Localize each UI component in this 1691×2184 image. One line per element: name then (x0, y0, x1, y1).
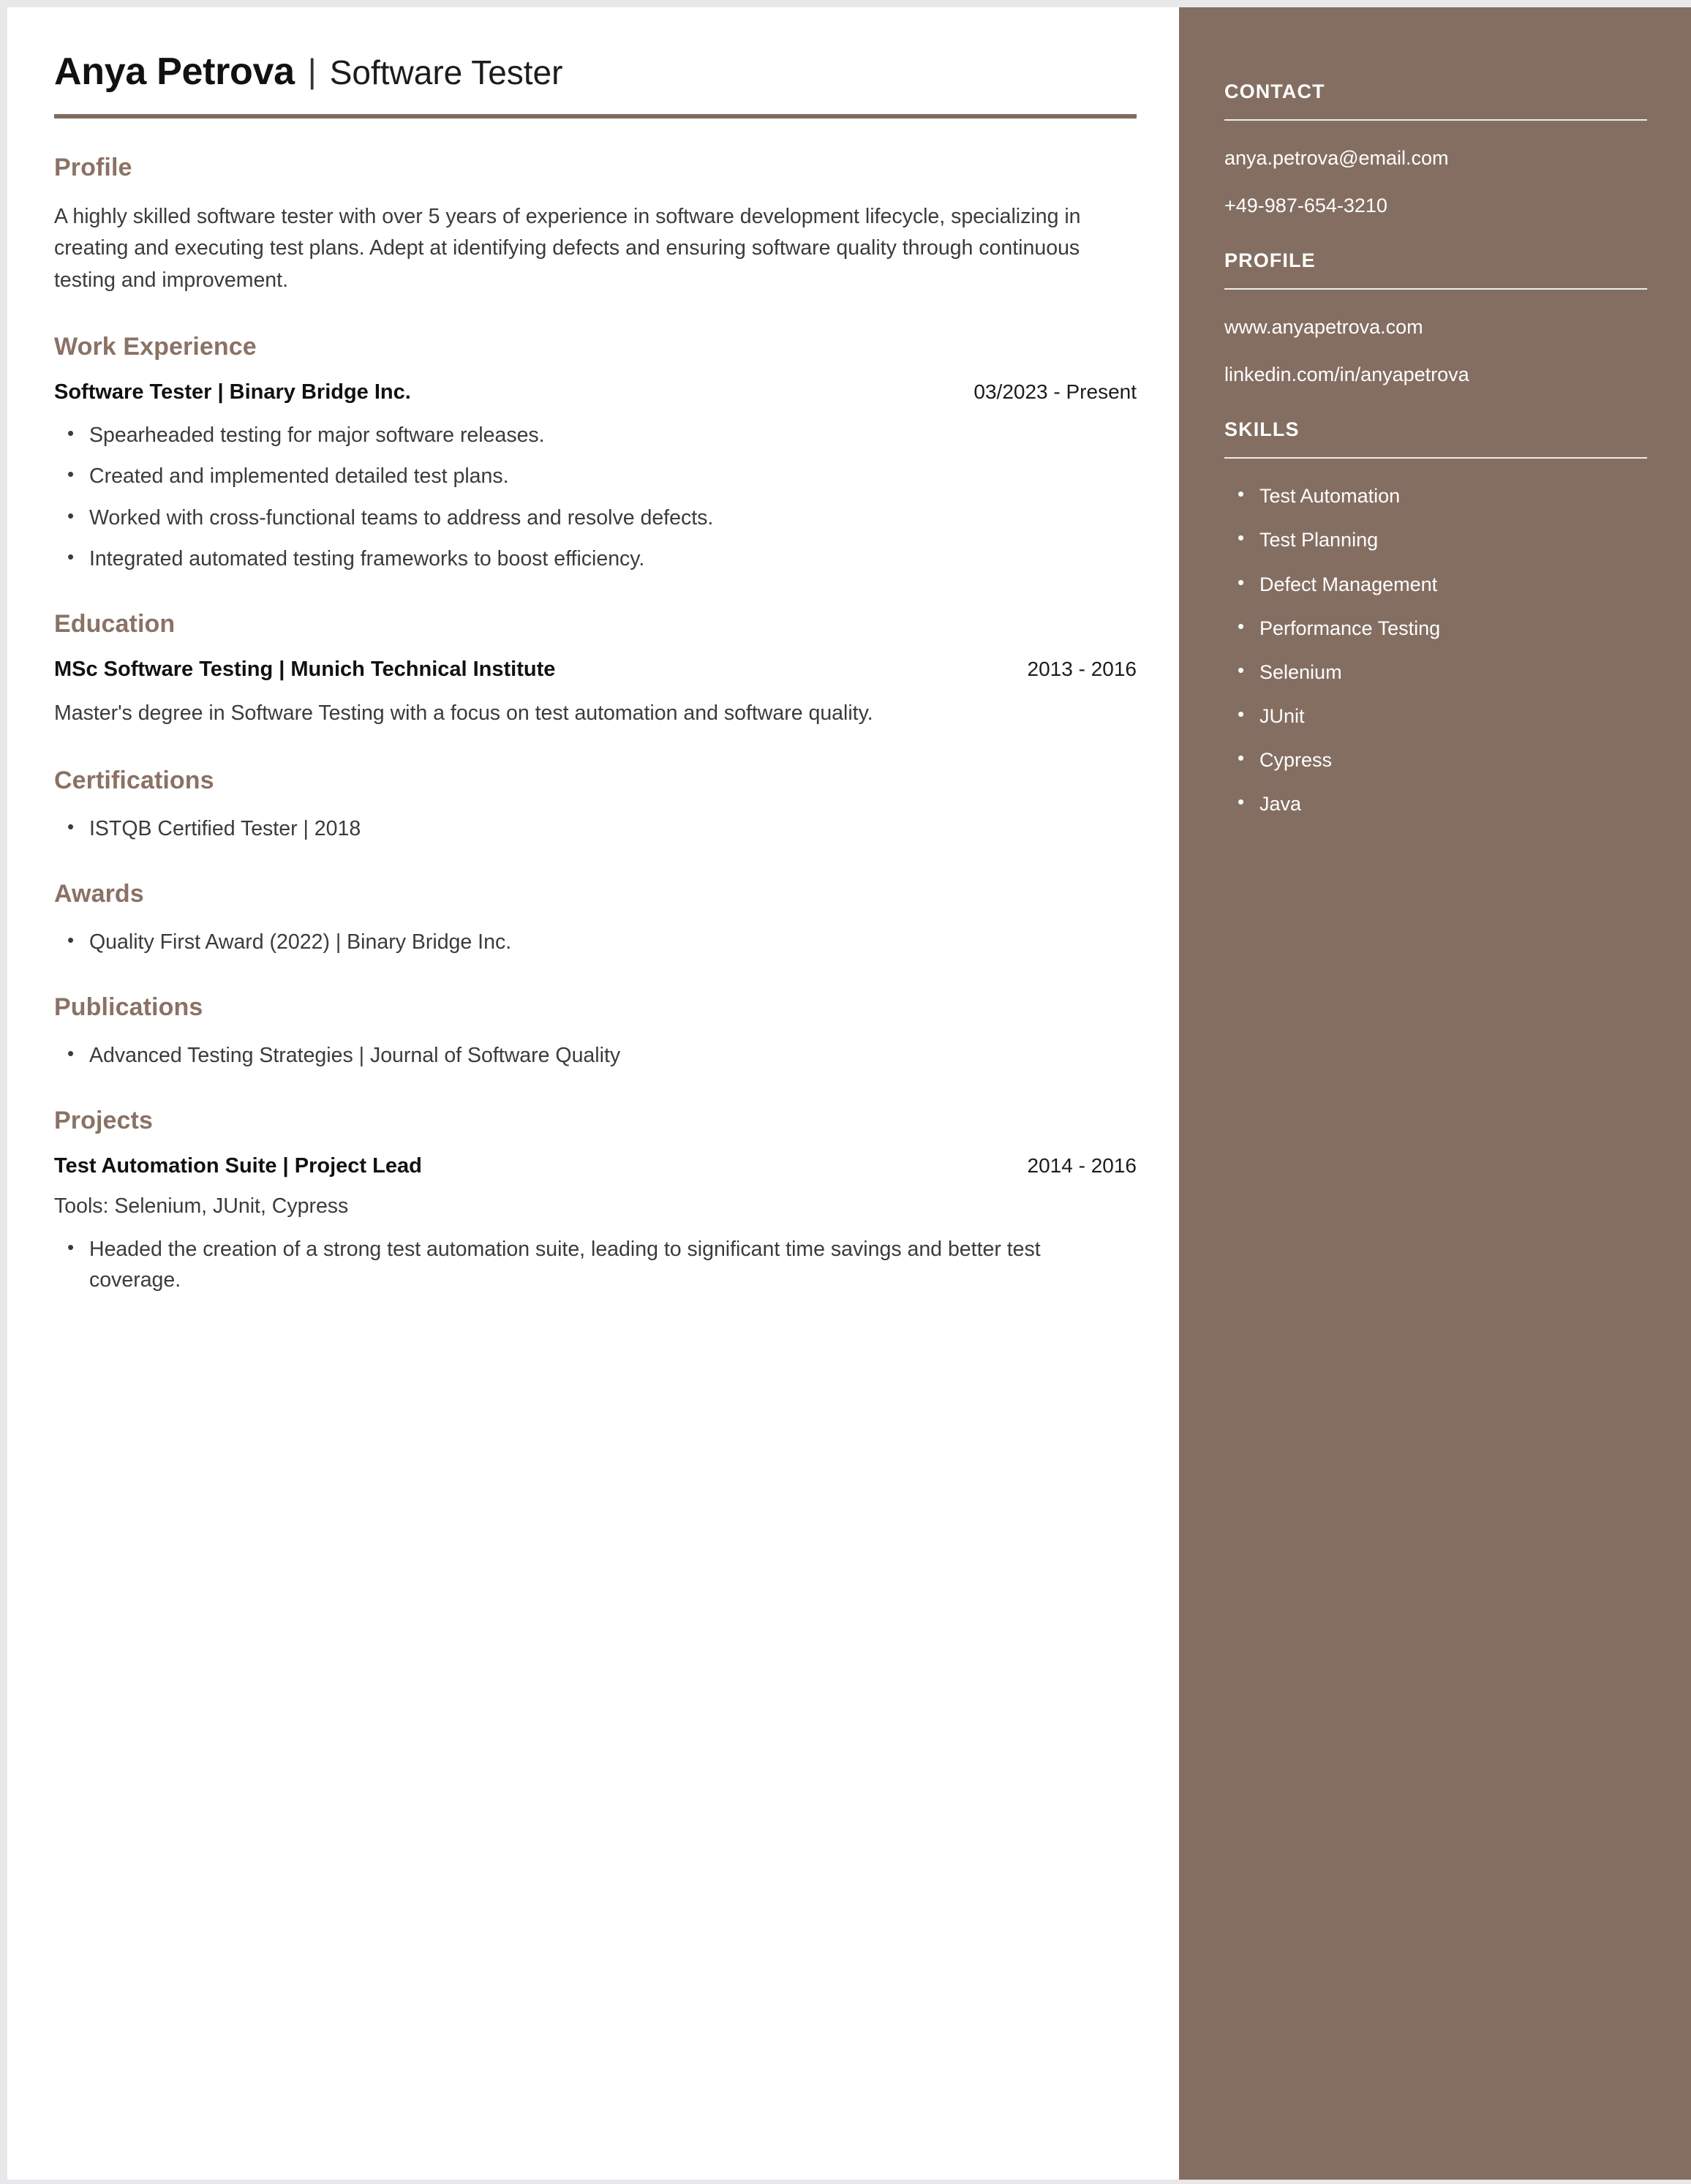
section-heading-awards: Awards (54, 879, 144, 908)
sidebar-heading-profile: PROFILE (1224, 249, 1316, 272)
project-entry-title: Test Automation Suite | Project Lead (54, 1154, 422, 1178)
list-item: • Performance Testing (1236, 616, 1647, 641)
certifications-list (53, 814, 1134, 844)
list-item: • Integrated automated testing frameworks to boost efficiency. (66, 544, 1119, 574)
list-item: • Quality First Award (2022) | Binary Bridge Inc. (66, 927, 1119, 957)
contact-phone[interactable]: +49-987-654-3210 (1224, 195, 1387, 217)
list-item: • Defect Management (1236, 572, 1647, 598)
sidebar-heading-skills: SKILLS (1224, 418, 1300, 441)
header-separator-glyph: | (307, 52, 317, 90)
project-entry-date: 2014 - 2016 (1027, 1154, 1137, 1178)
education-entry-header (54, 658, 1137, 682)
project-bullets (53, 1235, 1134, 1295)
list-item: • Spearheaded testing for major software releases. (66, 421, 1119, 451)
education-entry-title: MSc Software Testing | Munich Technical Institute (54, 658, 556, 682)
sidebar-section-contact (1224, 80, 1647, 219)
education-entry-description: Master's degree in Software Testing with a focus on test automation and software quality. (54, 701, 873, 726)
spacer (53, 585, 1134, 610)
resume-header (53, 50, 1134, 94)
work-entry-title: Software Tester | Binary Bridge Inc. (54, 380, 411, 404)
candidate-job-title: Software Tester (329, 53, 563, 91)
sidebar-heading-contact: CONTACT (1224, 80, 1325, 102)
contact-email[interactable]: anya.petrova@email.com (1224, 147, 1449, 169)
section-heading-certifications: Certifications (54, 766, 214, 794)
list-item: • Test Automation (1236, 483, 1647, 509)
profile-link-linkedin[interactable]: linkedin.com/in/anyapetrova (1224, 364, 1469, 386)
list-item: • Created and implemented detailed test plans. (66, 462, 1119, 492)
work-entry-header (54, 380, 1137, 404)
education-entry-date: 2013 - 2016 (1027, 658, 1137, 681)
section-heading-publications: Publications (54, 993, 203, 1022)
section-profile (53, 154, 1134, 296)
awards-list (53, 927, 1134, 957)
spacer (53, 968, 1134, 993)
candidate-name: Anya Petrova (54, 50, 295, 93)
list-item: • Test Planning (1236, 527, 1647, 553)
list-item: • Worked with cross-functional teams to address and resolve defects. (66, 503, 1119, 533)
list-item: • Advanced Testing Strategies | Journal of Software Quality (66, 1041, 1119, 1071)
section-heading-work-experience: Work Experience (54, 332, 257, 361)
work-entry-date: 03/2023 - Present (973, 380, 1137, 403)
list-item: • Selenium (1236, 660, 1647, 685)
spacer (53, 731, 1134, 767)
spacer (53, 298, 1134, 333)
sidebar-divider-contact (1224, 119, 1647, 121)
list-item: • Cypress (1236, 748, 1647, 773)
sidebar-divider-profile (1224, 288, 1647, 290)
header-divider-rule (54, 114, 1137, 118)
list-item: • Headed the creation of a strong test automation suite, leading to significant time savings and better test coverage. (66, 1235, 1046, 1295)
section-awards (53, 880, 1134, 957)
main-content-column (7, 7, 1179, 2180)
section-education (53, 610, 1137, 729)
sidebar-section-profile-links (1224, 249, 1647, 388)
list-item: • JUnit (1236, 704, 1647, 729)
spacer (53, 1082, 1134, 1107)
profile-summary-text: A highly skilled software tester with over 5 years of experience in software development lifecycle, specializing in creating and executing test plans. Adept at identifying defects and ensuring software quality through continuous testing and improvement. (54, 205, 1081, 292)
section-heading-profile: Profile (54, 154, 132, 181)
list-item: • Java (1236, 791, 1647, 817)
publications-list (53, 1041, 1134, 1071)
project-entry-header (54, 1154, 1137, 1178)
section-projects (53, 1107, 1137, 1295)
skills-list (1224, 483, 1647, 817)
work-entry-bullets (53, 421, 1134, 574)
section-heading-projects: Projects (54, 1107, 153, 1135)
list-item: • ISTQB Certified Tester | 2018 (66, 814, 1119, 844)
spacer (53, 682, 1134, 698)
sidebar-divider-skills (1224, 457, 1647, 459)
project-tools-line: Tools: Selenium, JUnit, Cypress (54, 1194, 349, 1219)
section-publications (53, 993, 1134, 1071)
spacer (53, 855, 1134, 880)
sidebar-column (1179, 7, 1691, 2180)
profile-link-website[interactable]: www.anyapetrova.com (1224, 316, 1423, 339)
section-work-experience (53, 332, 1137, 574)
section-certifications (53, 767, 1134, 844)
sidebar-section-skills (1224, 418, 1647, 817)
section-heading-education: Education (54, 610, 176, 639)
